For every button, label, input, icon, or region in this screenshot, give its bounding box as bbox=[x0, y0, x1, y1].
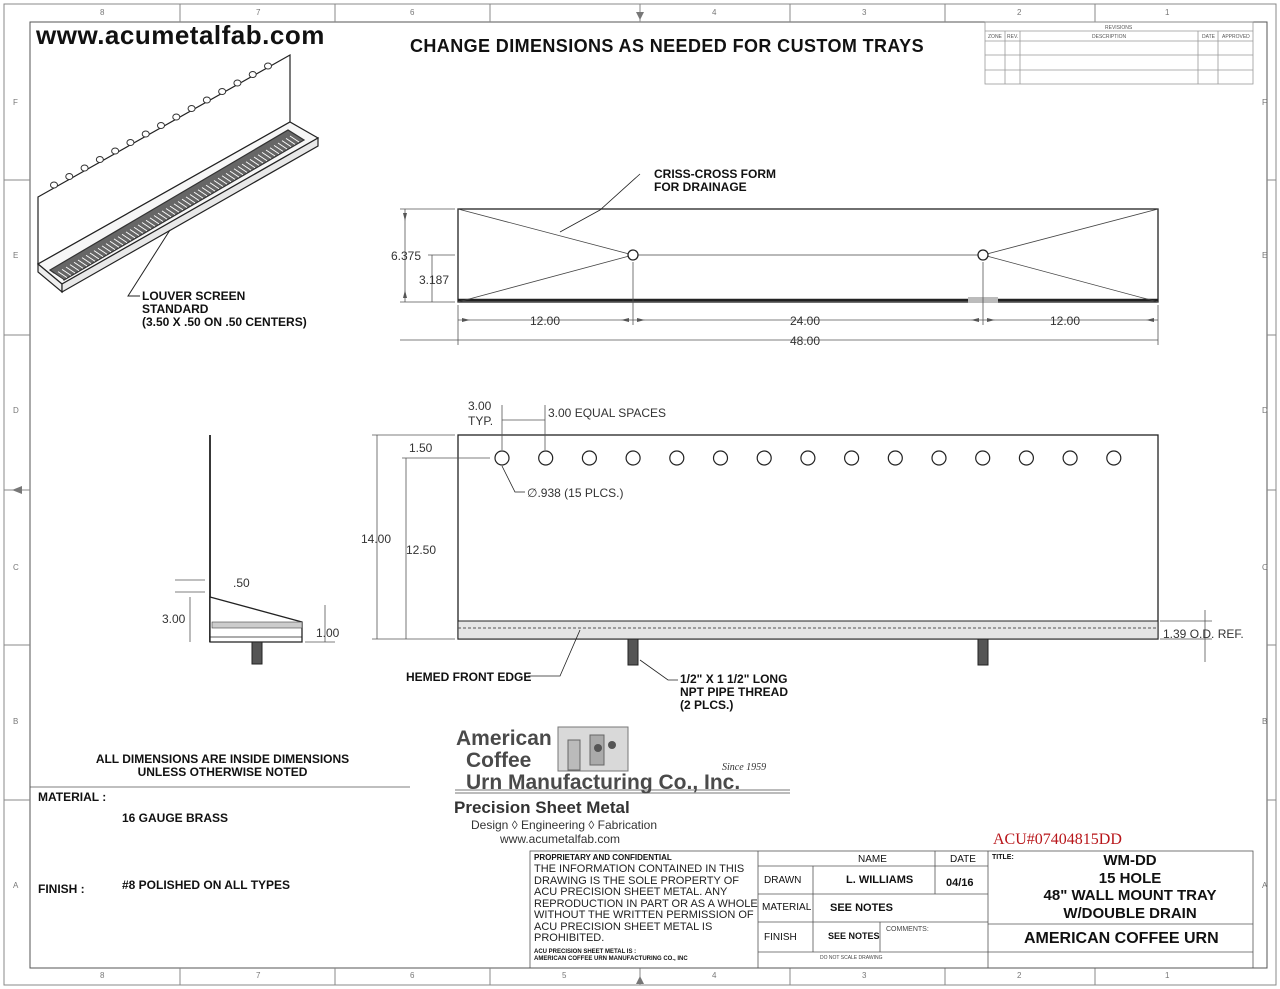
dim-half-height: 3.187 bbox=[419, 273, 450, 287]
faucet-hole bbox=[158, 123, 165, 129]
faucet-hole bbox=[81, 165, 88, 171]
logo-url[interactable]: www.acumetalfab.com bbox=[500, 832, 621, 846]
faucet-hole bbox=[188, 106, 195, 112]
front-view bbox=[458, 435, 1158, 665]
logo-services bbox=[471, 818, 657, 832]
faucet-hole bbox=[582, 451, 596, 465]
faucet-hole bbox=[888, 451, 902, 465]
row-label-right: E bbox=[1262, 251, 1268, 260]
dim-splash-height: 12.50 bbox=[406, 543, 437, 557]
louver-callout-line: LOUVER SCREEN bbox=[142, 289, 246, 303]
criss-cross-callout-line: FOR DRAINAGE bbox=[654, 180, 747, 194]
col-label-bottom: 5 bbox=[562, 971, 567, 980]
col-label-bottom: 7 bbox=[256, 971, 261, 980]
faucet-hole bbox=[801, 451, 815, 465]
drain-hole bbox=[978, 250, 988, 260]
drawn-label: DRAWN bbox=[764, 875, 802, 886]
proprietary-line: ACU PRECISION SHEET METAL IS bbox=[534, 920, 713, 933]
faucet-hole bbox=[112, 148, 119, 154]
logo-line-american: American bbox=[456, 727, 552, 750]
faucet-hole bbox=[670, 451, 684, 465]
faucet-hole bbox=[495, 451, 509, 465]
owner-line: AMERICAN COFFEE URN MANUFACTURING CO., INC bbox=[534, 956, 688, 962]
rev-header-desc: DESCRIPTION bbox=[1092, 34, 1127, 40]
dim-hole-spacing: 3.00 EQUAL SPACES bbox=[548, 406, 667, 420]
rev-header-rev: REV. bbox=[1007, 34, 1019, 40]
top-view-arrowheads bbox=[403, 213, 1154, 322]
row-label-right: B bbox=[1262, 717, 1268, 726]
faucet-hole bbox=[265, 63, 272, 69]
revisions-table bbox=[985, 22, 1253, 84]
tb-finish-value: SEE NOTES bbox=[828, 931, 880, 941]
company-name: AMERICAN COFFEE URN bbox=[1024, 930, 1219, 947]
drain-fitting bbox=[628, 639, 638, 665]
revisions-title: REVISIONS bbox=[1105, 25, 1133, 31]
centering-arrow-icon bbox=[636, 976, 644, 984]
dim-left-offset: 12.00 bbox=[530, 314, 561, 328]
dim-lip: .50 bbox=[233, 576, 250, 590]
criss-cross-callout bbox=[654, 168, 776, 194]
front-faucet-holes bbox=[495, 451, 1121, 465]
drawing-title-line: 15 HOLE bbox=[1098, 869, 1162, 887]
dim-overall-length: 48.00 bbox=[790, 334, 821, 348]
col-label-top: 2 bbox=[1017, 8, 1022, 17]
col-label-top: 7 bbox=[256, 8, 261, 17]
centering-arrow-icon bbox=[12, 486, 22, 494]
material-value: 16 GAUGE BRASS bbox=[122, 811, 229, 825]
dim-typ: TYP. bbox=[468, 414, 494, 428]
thread-callout-line: (2 PLCS.) bbox=[680, 698, 734, 712]
faucet-hole bbox=[203, 97, 210, 103]
row-label-right: C bbox=[1262, 563, 1268, 572]
louver-callout-line: STANDARD bbox=[142, 302, 209, 316]
tb-material-value: SEE NOTES bbox=[830, 902, 893, 914]
col-label-bottom: 2 bbox=[1017, 971, 1022, 980]
owner-line: ACU PRECISION SHEET METAL IS : bbox=[534, 949, 637, 955]
thread-callout-line: 1/2" X 1 1/2" LONG bbox=[680, 672, 788, 686]
dim-tray-height: 1.00 bbox=[316, 626, 340, 640]
proprietary-text bbox=[534, 864, 758, 945]
od-reference: 1.39 O.D. REF. bbox=[1163, 627, 1244, 641]
faucet-hole bbox=[714, 451, 728, 465]
faucet-hole bbox=[96, 157, 103, 163]
service-engineering: Engineering bbox=[520, 818, 586, 832]
faucet-hole bbox=[173, 114, 180, 120]
side-view bbox=[210, 435, 302, 664]
col-label-top: 6 bbox=[410, 8, 415, 17]
col-label-top: 4 bbox=[712, 8, 717, 17]
row-label-left: A bbox=[13, 881, 19, 890]
tb-finish-label: FINISH bbox=[764, 932, 797, 943]
thread-callout-line: NPT PIPE THREAD bbox=[680, 685, 789, 699]
row-label-right: D bbox=[1262, 406, 1268, 415]
hemmed-front-edge bbox=[458, 621, 1158, 639]
centering-arrow-icon bbox=[636, 12, 644, 20]
dimensions-note bbox=[30, 753, 415, 779]
top-view-dimensions bbox=[400, 174, 1158, 345]
comments-label: COMMENTS: bbox=[886, 926, 929, 933]
dim-first-hole: 3.00 bbox=[468, 399, 492, 413]
rev-header-zone: ZONE bbox=[988, 34, 1002, 40]
isometric-view bbox=[38, 55, 318, 292]
row-label-left: E bbox=[13, 251, 19, 260]
faucet-hole bbox=[932, 451, 946, 465]
proprietary-line: ACU PRECISION SHEET METAL. ANY bbox=[534, 886, 728, 898]
date-header: DATE bbox=[950, 854, 976, 865]
proprietary-line: WITHOUT THE WRITTEN PERMISSION OF bbox=[534, 909, 754, 921]
faucet-hole bbox=[127, 140, 134, 146]
faucet-hole bbox=[234, 80, 241, 86]
row-label-right: F bbox=[1262, 98, 1267, 107]
drawing-title-line: 48" WALL MOUNT TRAY bbox=[1043, 887, 1217, 904]
col-label-top: 8 bbox=[100, 8, 105, 17]
louver-callout-line: (3.50 X .50 ON .50 CENTERS) bbox=[142, 315, 307, 329]
faucet-hole bbox=[219, 89, 226, 95]
faucet-hole bbox=[51, 182, 58, 188]
part-serial: ACU#07404815DD bbox=[993, 831, 1122, 848]
dim-hole-height: 1.50 bbox=[409, 441, 433, 455]
row-label-left: B bbox=[13, 717, 19, 726]
diamond-icon: ◊ bbox=[588, 818, 595, 832]
dim-right-offset: 12.00 bbox=[1050, 314, 1081, 328]
row-label-left: D bbox=[13, 406, 19, 415]
dimensions-note-line: ALL DIMENSIONS ARE INSIDE DIMENSIONS bbox=[95, 752, 350, 766]
material-label: MATERIAL : bbox=[38, 790, 107, 804]
faucet-hole bbox=[1063, 451, 1077, 465]
do-not-scale: DO NOT SCALE DRAWING bbox=[820, 955, 883, 961]
drain-hole bbox=[628, 250, 638, 260]
tb-material-label: MATERIAL bbox=[762, 902, 812, 913]
col-label-top: 1 bbox=[1165, 8, 1170, 17]
drawing-title-line: W/DOUBLE DRAIN bbox=[1063, 904, 1197, 922]
dimensions-note-line: UNLESS OTHERWISE NOTED bbox=[137, 765, 308, 779]
proprietary-line: REPRODUCTION IN PART OR AS A WHOLE bbox=[534, 897, 758, 910]
thread-callout bbox=[680, 673, 788, 712]
faucet-hole bbox=[976, 451, 990, 465]
faucet-hole bbox=[1019, 451, 1033, 465]
proprietary-line: PROHIBITED. bbox=[534, 932, 605, 944]
col-label-bottom: 6 bbox=[410, 971, 415, 980]
faucet-hole bbox=[757, 451, 771, 465]
col-label-bottom: 3 bbox=[862, 971, 867, 980]
col-label-bottom: 8 bbox=[100, 971, 105, 980]
rev-header-approved: APPROVED bbox=[1222, 34, 1250, 40]
finish-label: FINISH : bbox=[38, 882, 85, 896]
faucet-hole bbox=[66, 174, 73, 180]
logo-line-coffee: Coffee bbox=[466, 749, 532, 772]
louver-callout bbox=[142, 290, 307, 329]
row-label-right: A bbox=[1262, 881, 1268, 890]
row-label-left: C bbox=[13, 563, 19, 572]
dim-height: 6.375 bbox=[391, 249, 422, 263]
drawing-title-line: WM-DD bbox=[1103, 852, 1157, 869]
proprietary-line: THE INFORMATION CONTAINED IN THIS bbox=[534, 863, 745, 875]
top-view bbox=[458, 209, 1158, 303]
faucet-hole bbox=[249, 72, 256, 78]
proprietary-line: DRAWING IS THE SOLE PROPERTY OF bbox=[534, 874, 739, 887]
proprietary-title: PROPRIETARY AND CONFIDENTIAL bbox=[534, 853, 672, 862]
finish-value: #8 POLISHED ON ALL TYPES bbox=[122, 878, 291, 892]
headline-note: CHANGE DIMENSIONS AS NEEDED FOR CUSTOM TRAYS bbox=[410, 36, 924, 56]
service-design: Design bbox=[471, 818, 509, 832]
drain-fitting bbox=[252, 642, 262, 664]
logo-since: Since 1959 bbox=[722, 762, 767, 773]
logo-line-urn: Urn Manufacturing Co., Inc. bbox=[466, 771, 741, 794]
hem-callout: HEMED FRONT EDGE bbox=[406, 670, 532, 684]
hole-diameter-callout: ∅.938 (15 PLCS.) bbox=[527, 486, 624, 500]
faucet-hole bbox=[142, 131, 149, 137]
col-label-top: 3 bbox=[862, 8, 867, 17]
service-fabrication: Fabrication bbox=[597, 818, 658, 832]
title-label: TITLE: bbox=[992, 854, 1014, 861]
drain-fitting bbox=[978, 639, 988, 665]
logo-tagline: Precision Sheet Metal bbox=[454, 798, 630, 817]
col-label-bottom: 4 bbox=[712, 971, 717, 980]
drawing-title bbox=[1030, 852, 1230, 922]
diamond-icon: ◊ bbox=[511, 818, 518, 832]
criss-cross-callout-line: CRISS-CROSS FORM bbox=[654, 167, 777, 181]
faucet-hole bbox=[1107, 451, 1121, 465]
drawn-date: 04/16 bbox=[946, 877, 974, 889]
dim-overall-height: 14.00 bbox=[361, 532, 392, 546]
col-label-bottom: 1 bbox=[1165, 971, 1170, 980]
name-header: NAME bbox=[858, 854, 887, 865]
rev-header-date: DATE bbox=[1202, 34, 1215, 40]
drawn-name: L. WILLIAMS bbox=[846, 874, 914, 886]
faucet-hole bbox=[626, 451, 640, 465]
website-url[interactable]: www.acumetalfab.com bbox=[36, 20, 325, 50]
dim-tray-depth: 3.00 bbox=[162, 612, 186, 626]
faucet-hole bbox=[539, 451, 553, 465]
row-label-left: F bbox=[13, 98, 18, 107]
dim-drain-spacing: 24.00 bbox=[790, 314, 821, 328]
faucet-hole bbox=[845, 451, 859, 465]
